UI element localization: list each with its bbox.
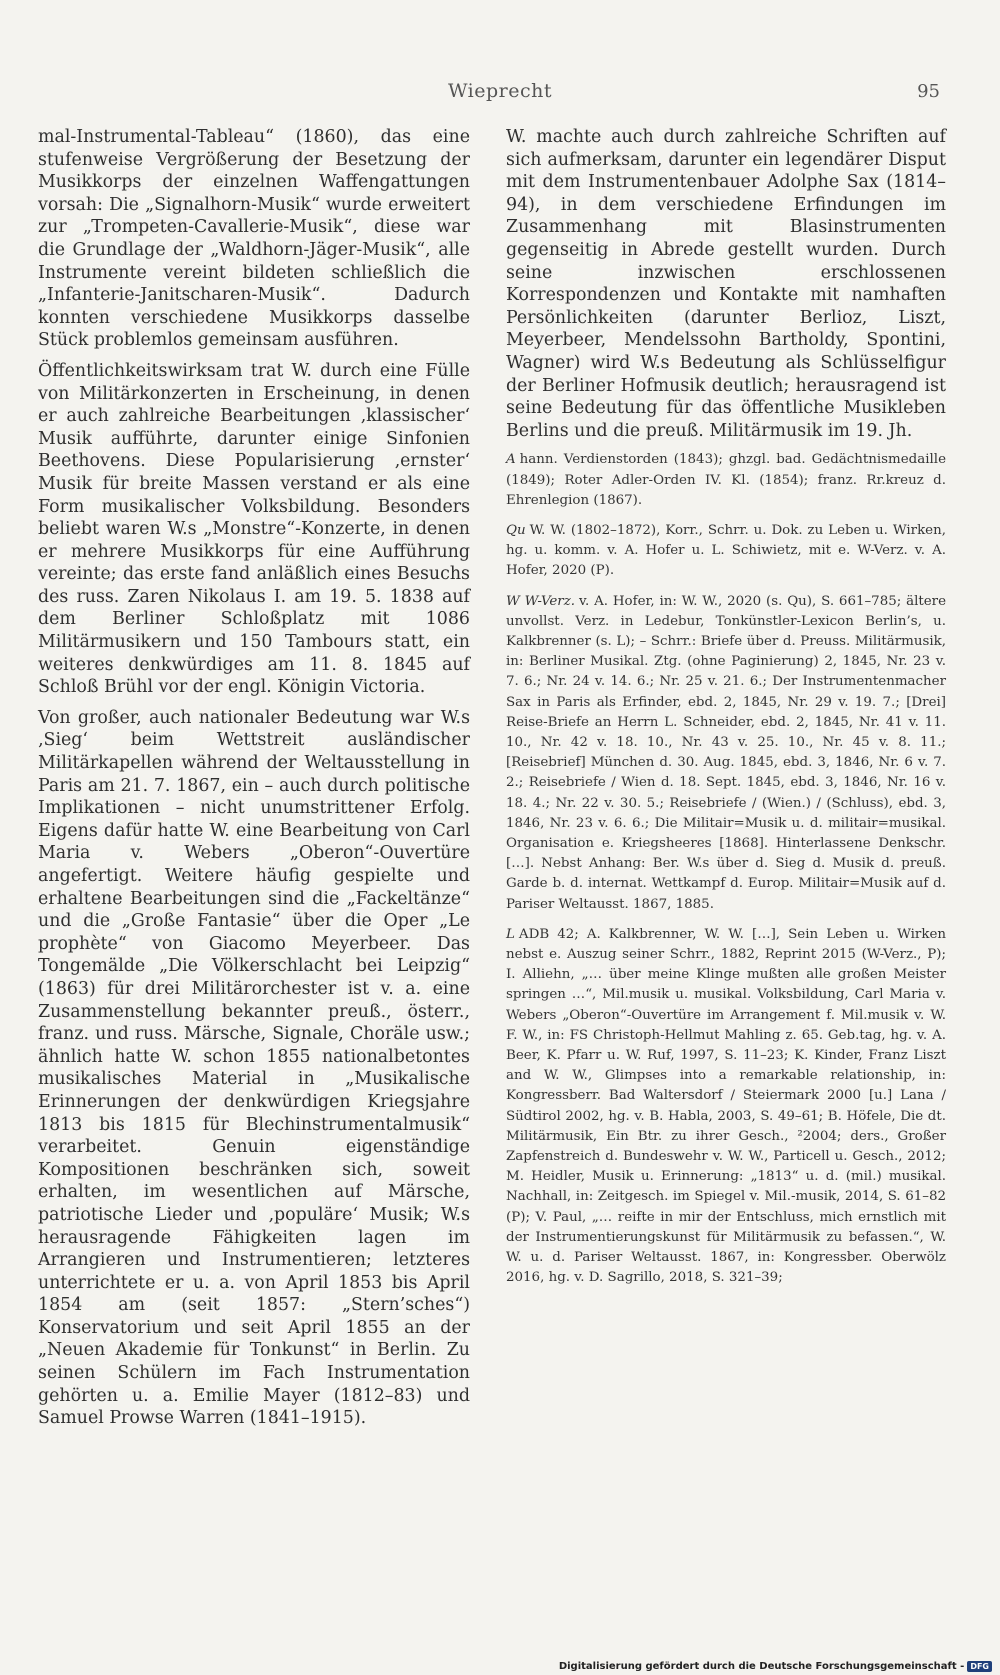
reference-text: hann. Verdienstorden (1843); ghzgl. bad. Gedächtnismedaille (1849); Roter Adler-Orden IV. Kl. (1854); franz. Rr.kreuz d. Ehrenlegion (1867). — [506, 452, 946, 508]
reference-text: ADB 42; A. Kalkbrenner, W. W. […], Sein Leben u. Wirken nebst e. Auszug seiner Schrr., 1882, Reprint 2015 (W-Verz., P); I. Alliehn, „… über meine Klinge mußten alle großen Meister springen …“, Mil.musik u. musikal. Volksbildung, Carl Maria v. Webers „Oberon“-Ouvertüre im Arrangement f. Mil.musik v. W. F. W., in: FS Christoph-Hellmut Mahling z. 65. Geb.tag, hg. v. A. Beer, K. Pfarr u. W. Ruf, 1997, S. 11–23; K. Kinder, Franz Liszt and W. W., Glimpses into a remarkable relationship, in: Kongressberr. Bad Waltersdorf / Steiermark 2000 [u.] Lana / Südtirol 2002, hg. v. B. Habla, 2003, S. 49–61; B. Höfele, Die dt. Militärmusik, Ein Btr. zu ihrer Gesch., ²2004; ders., Großer Zapfenstreich d. Bundeswehr v. W. W., Particell u. Gesch., 2012; M. Heidler, Musik u. Erinnerung: „1813“ u. d. (mil.) musikal. Nachhall, in: Zeitgesch. im Spiegel v. Mil.-musik, 2014, S. 61–82 (P); V. Paul, „… reifte in mir der Entschluss, mich ernstlich mit der Instrumentierungskunst für Militärmusik zu befassen.“, W. W. u. d. Pariser Weltausst. 1867, in: Kongressber. Oberwölz 2016, hg. v. D. Sagrillo, 2018, S. 321–39; — [506, 926, 946, 1286]
left-paragraph-1: mal-Instrumental-Tableau“ (1860), das eine stufenweise Vergrößerung der Besetzung der Musikkorps der einzelnen Waffengattungen vorsah: Die „Signalhorn-Musik“ wurde erweitert zur „Trompeten-Cavallerie-Musik“, diese war die Grundlage der „Waldhorn-Jäger-Musik“, alle Instrumente vereint bildeten schließlich die „Infanterie-Janitscharen-Musik“. Dadurch konnten verschiedene Musikkorps dasselbe Stück problemlos gemeinsam ausführen. — [38, 127, 470, 351]
reference-lead: A — [506, 452, 516, 468]
page-number: 95 — [917, 81, 940, 102]
reference-sources — [506, 521, 946, 582]
left-column — [38, 126, 470, 1438]
right-column — [506, 126, 946, 1298]
reference-literature — [506, 925, 946, 1289]
reference-works — [506, 592, 946, 915]
reference-text: v. A. Hofer, in: W. W., 2020 (s. Qu), S. 661–785; ältere unvollst. Verz. in Ledebur, Tonkünstler-Lexicon Berlin’s, u. Kalkbrenner (s. L); – Schrr.: Briefe über d. Preuss. Militärmusik, in: Berliner Musikal. Ztg. (ohne Paginierung) 2, 1845, Nr. 23 v. 7. 6.; Nr. 24 v. 14. 6.; Nr. 25 v. 21. 6.; Der Instrumentenmacher Sax in Paris als Erfinder, ebd. 2, 1845, Nr. 29 v. 19. 7.; [Drei] Reise-Briefe an Herrn L. Schneider, ebd. 2, 1845, Nr. 41 v. 11. 10., Nr. 42 v. 18. 10., Nr. 43 v. 25. 10., Nr. 45 v. 8. 11.; [Reisebrief] München d. 30. Aug. 1845, ebd. 3, 1846, Nr. 6 v. 7. 2.; Reisebriefe / Wien d. 18. Sept. 1845, ebd. 3, 1846, Nr. 16 v. 18. 4.; Nr. 22 v. 30. 5.; Reisebriefe / (Wien.) / (Schluss), ebd. 3, 1846, Nr. 23 v. 6. 6.; Die Militair=Musik u. d. militair=musikal. Organisation e. Kriegsheeres [1868]. Hinterlassene Denkschr. […]. Nebst Anhang: Ber. W.s über d. Sieg d. Musik d. preuß. Garde b. d. internat. Wettkampf d. Europ. Militair=Musik auf d. Pariser Weltausst. 1867, 1885. — [506, 593, 946, 912]
reference-awards — [506, 450, 946, 511]
dfg-logo-icon: DFG — [967, 1661, 992, 1672]
reference-lead: L — [506, 926, 515, 942]
left-paragraph-2: Öffentlichkeitswirksam trat W. durch eine Fülle von Militärkonzerten in Erscheinung, in denen er auch zahlreiche Bearbeitungen ‚klassischer‘ Musik aufführte, darunter einige Sinfonien Beethovens. Diese Popularisierung ‚ernster‘ Musik für breite Massen verstand er als eine Form musikalischer Volksbildung. Besonders beliebt waren W.s „Monstre“-Konzerte, in denen er mehrere Musikkorps für eine Aufführung vereinte; das erste fand anläßlich eines Besuchs des russ. Zaren Nikolaus I. am 19. 5. 1838 auf dem Berliner Schloßplatz mit 1086 Militärmusikern und 150 Tambours statt, ein weiteres denkwürdiges am 11. 8. 1845 auf Schloß Brühl vor der engl. Königin Victoria. — [38, 360, 470, 698]
footer-credit — [559, 1661, 992, 1672]
left-paragraph-3: Von großer, auch nationaler Bedeutung war W.s ‚Sieg‘ beim Wettstreit ausländischer Militärkapellen während der Weltausstellung in Paris am 21. 7. 1867, ein – auch durch politische Implikationen – nicht unumstrittener Erfolg. Eigens dafür hatte W. eine Bearbeitung von Carl Maria v. Webers „Oberon“-Ouvertüre angefertigt. Weitere häufig gespielte und erhaltene Bearbeitungen sind die „Fackeltänze“ und die „Große Fantasie“ über die Oper „Le prophète“ von Giacomo Meyerbeer. Das Tongemälde „Die Völkerschlacht bei Leipzig“ (1863) für drei Militärorchester ist v. a. eine Zusammenstellung bekannter preuß., österr., franz. und russ. Märsche, Signale, Choräle usw.; ähnlich hatte W. schon 1855 nationalbetontes musikalisches Material in „Musikalische Erinnerungen der denkwürdigen Kriegsjahre 1813 bis 1815 für Blechinstrumentalmusik“ verarbeitet. Genuin eigenständige Kompositionen beschränken sich, soweit erhalten, im wesentlichen auf Märsche, patriotische Lieder und ‚populäre‘ Musik; W.s herausragende Fähigkeiten lagen im Arrangieren und Instrumentieren; letzteres unterrichtete er u. a. von April 1853 bis April 1854 am (seit 1857: „Stern’sches“) Konservatorium und seit April 1855 an der „Neuen Akademie für Tonkunst“ in Berlin. Zu seinen Schülern im Fach Instrumentation gehörten u. a. Emilie Mayer (1812–83) und Samuel Prowse Warren (1841–1915). — [38, 707, 470, 1429]
reference-text: W. W. (1802–1872), Korr., Schrr. u. Dok. zu Leben u. Wirken, hg. u. komm. v. A. Hofer u. L. Schiwietz, mit e. W-Verz. v. A. Hofer, 2020 (P). — [506, 522, 946, 579]
running-header-title: Wieprecht — [447, 80, 553, 102]
right-paragraph-1: W. machte auch durch zahlreiche Schriften auf sich aufmerksam, darunter ein legendärer Disput mit dem Instrumentenbauer Adolphe Sax (1814–94), in dem verschiedene Erfindungen im Zusammenhang mit Blasinstrumenten gegenseitig in Abrede gestellt wurden. Durch seine inzwischen erschlossenen Korrespondenzen und Kontakte mit namhaften Persönlichkeiten (darunter Berlioz, Liszt, Meyerbeer, Mendelssohn Bartholdy, Spontini, Wagner) wird W.s Bedeutung als Schlüsselfigur der Berliner Hofmusik deutlich; herausragend ist seine Bedeutung für das öffentliche Musikleben Berlins und die preuß. Militärmusik im 19. Jh. — [506, 127, 946, 441]
footer-text: Digitalisierung gefördert durch die Deutsche Forschungsgemeinschaft - — [558, 1661, 965, 1672]
reference-lead: Qu — [506, 522, 526, 538]
reference-lead: W W-Verz. — [506, 593, 576, 609]
